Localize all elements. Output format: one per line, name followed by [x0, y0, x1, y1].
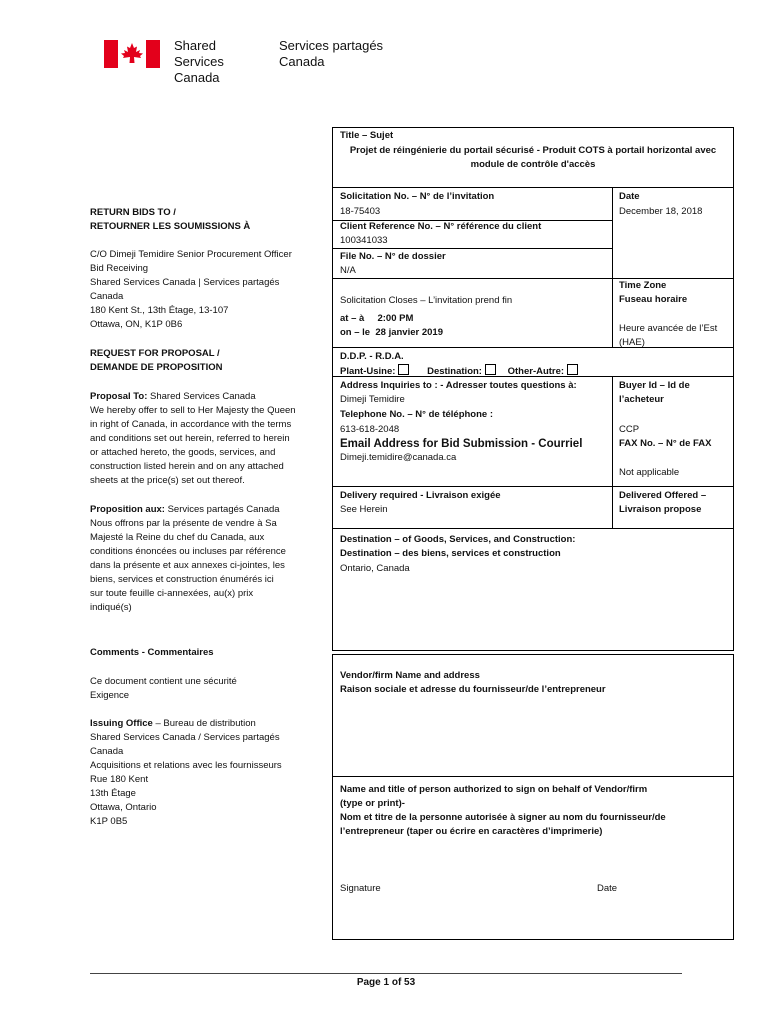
email-label: Email Address for Bid Submission - Courriel [340, 438, 583, 450]
canada-flag-icon [104, 40, 160, 68]
telephone-label: Telephone No. – N° de téléphone : [340, 409, 493, 420]
email-value: Dimeji.temidire@canada.ca [340, 452, 457, 463]
proposition-block [90, 503, 330, 615]
proposal-to-block [90, 390, 330, 488]
signature-label: Signature [340, 883, 381, 894]
plant-label: Plant-Usine: [340, 366, 396, 377]
time-zone-label: Time Zone Fuseau horaire [619, 280, 688, 305]
comments-text: Ce document contient une sécurité Exigence [90, 676, 237, 701]
delivered-offered-label: Delivered Offered – Livraison propose [619, 490, 707, 515]
client-ref-label: Client Reference No. – N° référence du client [340, 221, 542, 232]
return-bids-title: RETURN BIDS TO / RETOURNER LES SOUMISSIONS À [90, 207, 251, 232]
divider [612, 376, 613, 528]
plant-checkbox[interactable] [398, 364, 409, 375]
proposal-to-label: Proposal To: [90, 391, 148, 402]
delivery-required-value: See Herein [340, 504, 388, 515]
address-inquiries-label: Address Inquiries to : - Adresser toutes questions à: [340, 380, 577, 391]
rfp-title: REQUEST FOR PROPOSAL / DEMANDE DE PROPOSITION [90, 348, 223, 373]
file-value: N/A [340, 265, 356, 276]
fax-value: Not applicable [619, 467, 680, 478]
divider [332, 486, 734, 487]
divider [332, 187, 734, 188]
address-inquiries-value: Dimeji Temidire [340, 394, 405, 405]
proposition-text: Services partagés Canada Nous offrons par la présente de vendre à Sa Majesté la Reine du chef du Canada, aux conditions énoncées ou incluses par référence dans la présente et aux annexes ci-jointes, les biens, services et construction énumérés ici sur toute feuille ci-annexées, au(x) prix indiqué(s) [90, 504, 286, 613]
issuing-office-text: – Bureau de distribution Shared Services Canada / Services partagés Canada Acquisitions et relations avec les fournisseurs Rue 180 Kent 13th Étage Ottawa, Ontario K1P 0B5 [90, 718, 282, 827]
proposition-label: Proposition aux: [90, 504, 165, 515]
date-value: December 18, 2018 [619, 206, 703, 217]
issuing-office-label: Issuing Office [90, 718, 153, 729]
buyer-value: CCP [619, 424, 640, 435]
destination-goods-label: Destination – of Goods, Services, and Construction: Destination – des biens, services et construction [340, 534, 576, 559]
closes-time: at – à 2:00 PM [340, 313, 414, 324]
solicitation-label: Solicitation No. – N° de l’invitation [340, 191, 495, 202]
client-ref-value: 100341033 [340, 235, 388, 246]
comments-title: Comments - Commentaires [90, 647, 214, 658]
destination-label: Destination: [427, 366, 482, 377]
telephone-value: 613-618-2048 [340, 424, 400, 435]
ddp-label: D.D.P. - R.D.A. [340, 351, 404, 362]
buyer-label: Buyer Id – Id de l’acheteur [619, 380, 690, 405]
delivery-type-row [340, 364, 581, 379]
issuing-office-block [90, 717, 330, 829]
title-value: Projet de réingénierie du portail sécurisé - Produit COTS à portail horizontal avec module de contrôle d'accès [349, 145, 717, 170]
signature-date-label: Date [597, 883, 618, 894]
fax-label: FAX No. – N° de FAX [619, 438, 712, 449]
footer-divider [90, 973, 682, 974]
divider [332, 776, 734, 777]
destination-goods-value: Ontario, Canada [340, 563, 410, 574]
delivery-required-label: Delivery required - Livraison exigée [340, 490, 501, 501]
date-label: Date [619, 191, 640, 202]
closes-date: on – le 28 janvier 2019 [340, 327, 443, 338]
other-label: Other-Autre: [507, 366, 565, 377]
proposal-to-text: Shared Services Canada We hereby offer to sell to Her Majesty the Queen in right of Canada, in accordance with the terms and conditions set out herein, referred to herein or attached hereto, the goods, services, and construction listed herein and on any attached sheets at the price(s) set out thereof. [90, 391, 296, 486]
divider [332, 248, 612, 249]
closes-label: Solicitation Closes – L’invitation prend fin [340, 295, 513, 306]
department-name-french: Services partagés Canada [279, 38, 384, 69]
solicitation-value: 18-75403 [340, 206, 381, 217]
vendor-label: Vendor/firm Name and address Raison sociale et adresse du fournisseur/de l’entrepreneur [340, 670, 606, 695]
file-label: File No. – N° de dossier [340, 251, 446, 262]
department-name-english: Shared Services Canada [174, 38, 224, 85]
divider [612, 187, 613, 347]
authorized-person-label: Name and title of person authorized to sign on behalf of Vendor/firm (type or print)- Nom et titre de la personne autorisée à signer au nom du fournisseur/de l’entrepreneur (taper ou écrire en caractères d’imprimerie) [340, 784, 666, 837]
title-label: Title – Sujet [340, 130, 394, 141]
divider [332, 528, 734, 529]
page-number: Page 1 of 53 [356, 977, 416, 988]
time-zone-value: Heure avancée de l’Est (HAE) [619, 323, 718, 348]
return-address: C/O Dimeji Temidire Senior Procurement Officer Bid Receiving Shared Services Canada | Services partagés Canada 180 Kent St., 13th Étage, 13-107 Ottawa, ON, K1P 0B6 [90, 249, 292, 330]
destination-checkbox[interactable] [485, 364, 496, 375]
other-checkbox[interactable] [567, 364, 578, 375]
